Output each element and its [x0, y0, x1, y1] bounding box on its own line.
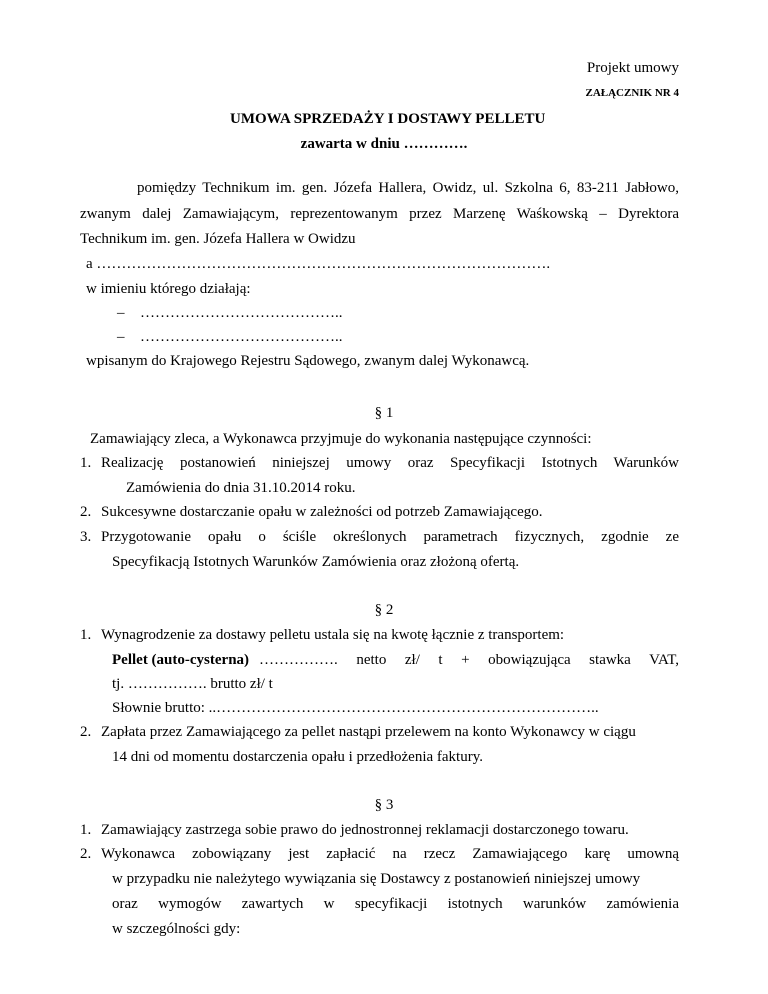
representatives-intro: w imieniu którego działają: [86, 281, 251, 297]
s3-item-1-number: 1. [80, 822, 92, 838]
pellet-gross-price: tj. ……………. brutto zł/ t [112, 676, 273, 692]
s3-item-2-line-1: Wykonawca zobowiązany jest zapłacić na rzecz Zamawiającego karę umowną [101, 846, 679, 862]
pellet-net-price: ……………. netto zł/ t + obowiązująca stawka VAT, [259, 652, 679, 668]
project-label: Projekt umowy [586, 60, 679, 76]
s1-item-3-number: 3. [80, 529, 92, 545]
pellet-gross-words: Słownie brutto: ..………………………………………………………………….. [112, 700, 599, 716]
s1-item-1-number: 1. [80, 455, 92, 471]
s3-item-1-line-1: Zamawiający zastrzega sobie prawo do jednostronnej reklamacji dostarczonego towaru. [101, 822, 629, 838]
parties-line-1: pomiędzy Technikum im. gen. Józefa Hallera, Owidz, ul. Szkolna 6, 83-211 Jabłowo, [137, 180, 679, 196]
s1-item-2-number: 2. [80, 504, 92, 520]
section-2-heading: § 2 [374, 602, 394, 618]
pellet-price-line [112, 653, 679, 668]
document-subtitle: zawarta w dniu …………. [300, 136, 468, 152]
s3-item-2-number: 2. [80, 846, 92, 862]
s2-item-2-line-1: Zapłata przez Zamawiającego za pellet nastąpi przelewem na konto Wykonawcy w ciągu [101, 724, 636, 740]
s2-item-1-line-1: Wynagrodzenie za dostawy pelletu ustala się na kwotę łącznie z transportem: [101, 627, 565, 643]
section-1-heading: § 1 [374, 405, 394, 421]
representative-2: ………………………………….. [140, 329, 343, 345]
s3-item-2-line-2: w przypadku nie należytego wywiązania się Dostawcy z postanowień niniejszej umowy [112, 871, 641, 887]
contractor-line: a ………………………………………………………………………………. [86, 256, 551, 272]
s1-item-2-line-1: Sukcesywne dostarczanie opału w zależności od potrzeb Zamawiającego. [101, 504, 543, 520]
s1-item-3-line-1: Przygotowanie opału o ściśle określonych parametrach fizycznych, zgodnie ze [101, 529, 679, 545]
krs-line: wpisanym do Krajowego Rejestru Sądowego, zwanym dalej Wykonawcą. [86, 353, 530, 369]
document-title: UMOWA SPRZEDAŻY I DOSTAWY PELLETU [230, 111, 546, 127]
rep-dash-2: – [117, 329, 125, 345]
section-3-heading: § 3 [374, 797, 394, 813]
pellet-product-label: Pellet (auto-cysterna) [112, 652, 250, 668]
s2-item-1-number: 1. [80, 627, 92, 643]
s1-item-1-line-1: Realizację postanowień niniejszej umowy oraz Specyfikacji Istotnych Warunków [101, 455, 679, 471]
parties-line-2: zwanym dalej Zamawiającym, reprezentowanym przez Marzenę Waśkowską – Dyrektora [80, 206, 679, 222]
s3-item-2-line-3: oraz wymogów zawartych w specyfikacji istotnych warunków zamówienia [112, 896, 679, 912]
s1-item-3-line-2: Specyfikacją Istotnych Warunków Zamówienia oraz złożoną ofertą. [112, 554, 520, 570]
s2-item-2-number: 2. [80, 724, 92, 740]
section-1-intro: Zamawiający zleca, a Wykonawca przyjmuje do wykonania następujące czynności: [90, 431, 592, 447]
representative-1: ………………………………….. [140, 305, 343, 321]
annex-label: ZAŁĄCZNIK NR 4 [585, 87, 679, 99]
s2-item-2-line-2: 14 dni od momentu dostarczenia opału i przedłożenia faktury. [112, 749, 483, 765]
s1-item-1-line-2: Zamówienia do dnia 31.10.2014 roku. [126, 480, 356, 496]
parties-line-3: Technikum im. gen. Józefa Hallera w Owidzu [80, 231, 356, 247]
s3-item-2-line-4: w szczególności gdy: [112, 921, 241, 937]
rep-dash-1: – [117, 305, 125, 321]
